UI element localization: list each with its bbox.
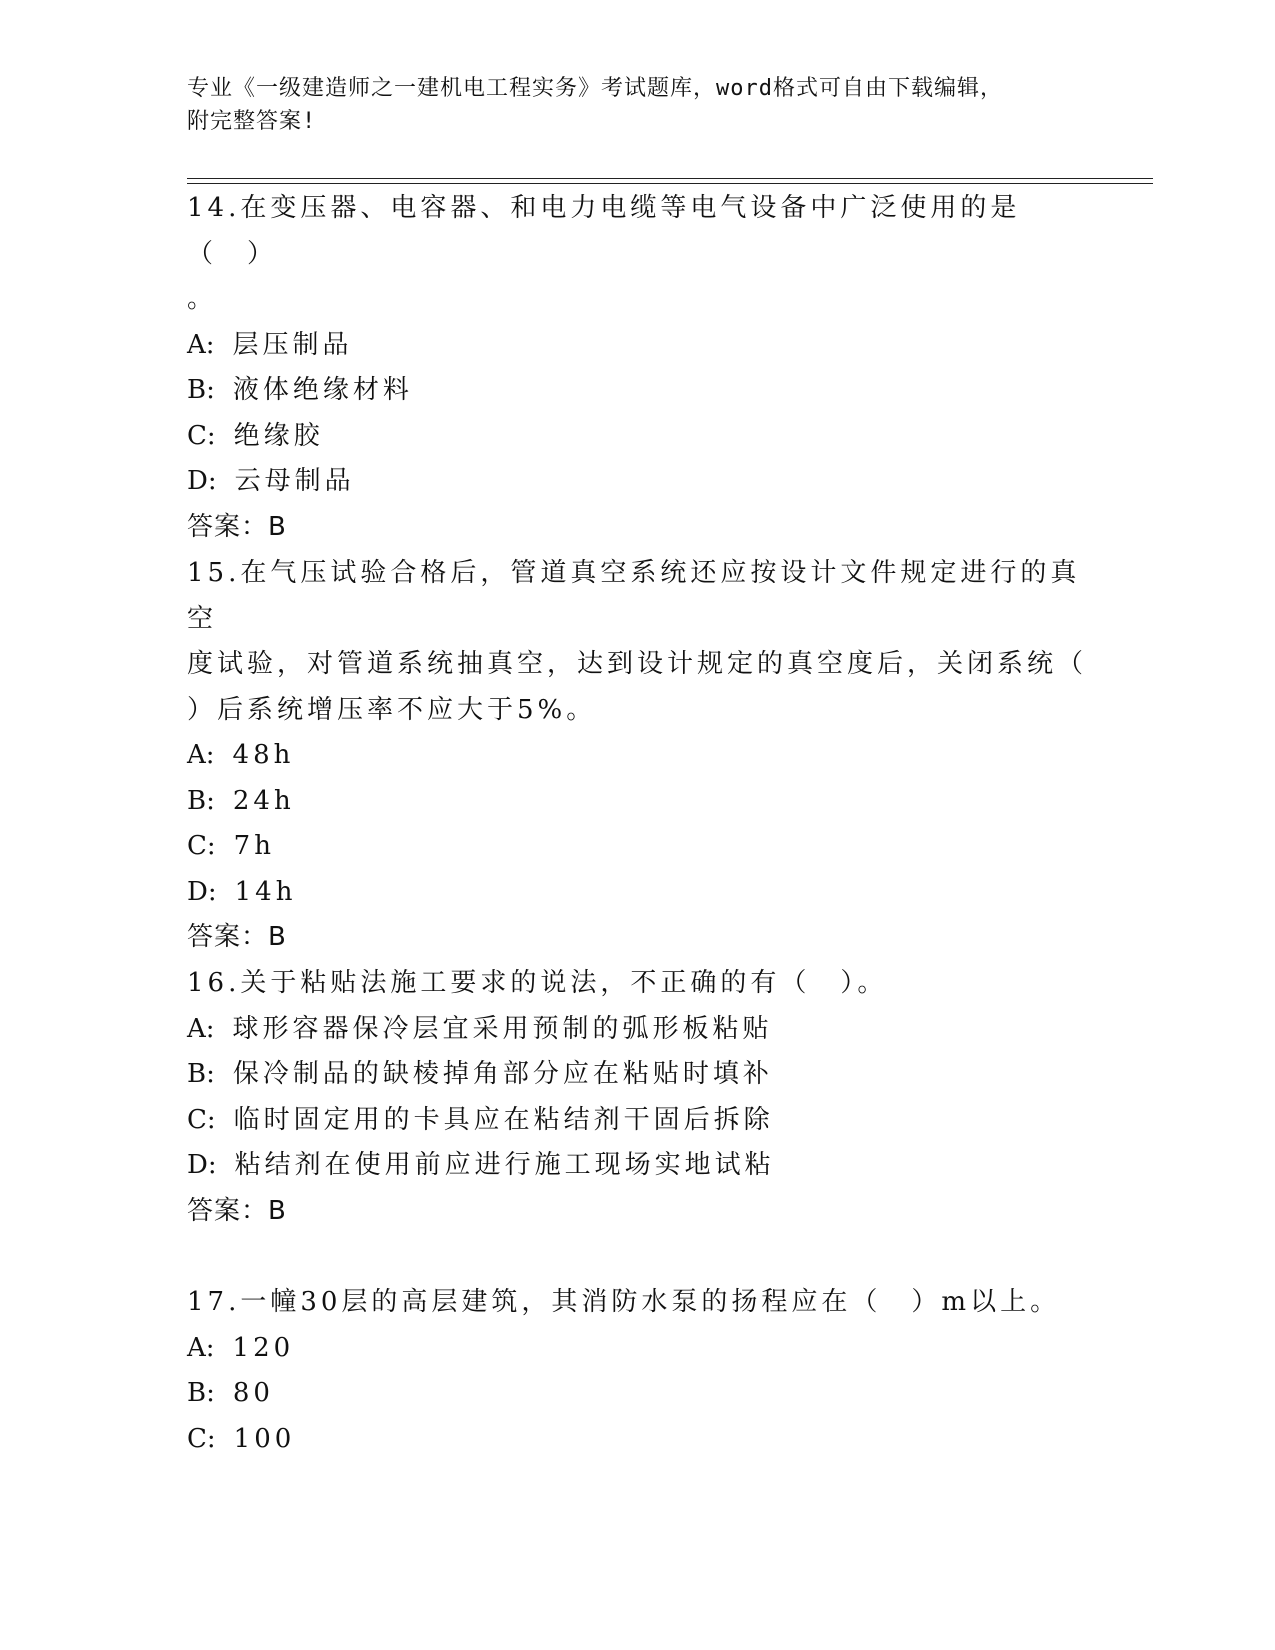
question-stem-line: ）后系统增压率不应大于5%。 [187, 694, 597, 725]
question-17 [187, 1280, 1087, 1462]
question-stem-line: 度试验，对管道系统抽真空，达到设计规定的真空度后，关闭系统（ [187, 649, 1088, 679]
document-header [187, 72, 1067, 138]
option-text: 保冷制品的缺棱掉角部分应在粘贴时填补 [232, 1059, 773, 1089]
question-16 [187, 961, 1087, 1234]
option-b [187, 1052, 1087, 1098]
answer-line: 答案：B [187, 1195, 287, 1226]
option-key: B: [187, 375, 215, 405]
option-text: 80 [232, 1378, 274, 1408]
option-a [187, 1326, 1087, 1372]
question-15 [187, 551, 1087, 961]
option-text: 球形容器保冷层宜采用预制的弧形板粘贴 [232, 1013, 773, 1044]
header-divider-bottom [187, 183, 1153, 184]
option-text: 24h [232, 785, 295, 816]
option-key: A: [187, 1332, 215, 1363]
question-stem-line: 15.在气压试验合格后，管道真空系统还应按设计文件规定进行的真空 [187, 558, 1081, 634]
option-text: 100 [233, 1423, 296, 1454]
question-14 [187, 186, 1087, 550]
option-key: C: [187, 1104, 216, 1135]
option-b [187, 368, 1087, 414]
answer-line: 答案：B [187, 511, 287, 542]
option-d [187, 459, 1087, 505]
option-b [187, 1371, 1087, 1417]
option-key: A: [187, 740, 215, 770]
option-key: D: [187, 876, 217, 907]
option-key: B: [187, 1059, 215, 1089]
question-stem-line: 17.一幢30层的高层建筑，其消防水泵的扬程应在（ ）m以上。 [187, 1287, 1061, 1317]
option-key: A: [187, 1013, 215, 1044]
option-text: 云母制品 [234, 466, 355, 496]
option-text: 7h [233, 831, 275, 861]
option-text: 液体绝缘材料 [232, 375, 413, 405]
option-key: B: [187, 1378, 215, 1408]
option-d [187, 870, 1087, 916]
option-c [187, 1417, 1087, 1463]
option-text: 绝缘胶 [233, 420, 324, 451]
option-b [187, 779, 1087, 825]
option-key: C: [187, 1423, 216, 1454]
option-text: 48h [232, 740, 295, 770]
option-c [187, 414, 1087, 460]
header-line-2: 附完整答案! [187, 109, 317, 134]
option-text: 14h [234, 876, 297, 907]
option-c [187, 1098, 1087, 1144]
header-line-1: 专业《一级建造师之一建机电工程实务》考试题库，word格式可自由下载编辑， [187, 76, 1003, 101]
option-key: C: [187, 831, 216, 861]
option-a [187, 323, 1087, 369]
option-a [187, 1007, 1087, 1053]
option-key: B: [187, 785, 215, 816]
option-text: 临时固定用的卡具应在粘结剂干固后拆除 [233, 1104, 774, 1135]
option-text: 层压制品 [232, 329, 353, 360]
option-key: A: [187, 329, 215, 360]
question-stem-line: 。 [187, 284, 218, 314]
question-stem-line: 14.在变压器、电容器、和电力电缆等电气设备中广泛使用的是（ ） [187, 193, 1021, 269]
answer-line: 答案：B [187, 922, 287, 952]
option-text: 120 [232, 1332, 295, 1363]
option-a [187, 733, 1087, 779]
question-stem-line: 16.关于粘贴法施工要求的说法，不正确的有（ ）。 [187, 968, 888, 998]
option-c [187, 824, 1087, 870]
option-d [187, 1143, 1087, 1189]
header-divider-top [187, 178, 1153, 179]
option-key: D: [187, 466, 217, 496]
option-text: 粘结剂在使用前应进行施工现场实地试粘 [234, 1150, 775, 1180]
option-key: C: [187, 420, 216, 451]
option-key: D: [187, 1150, 217, 1180]
